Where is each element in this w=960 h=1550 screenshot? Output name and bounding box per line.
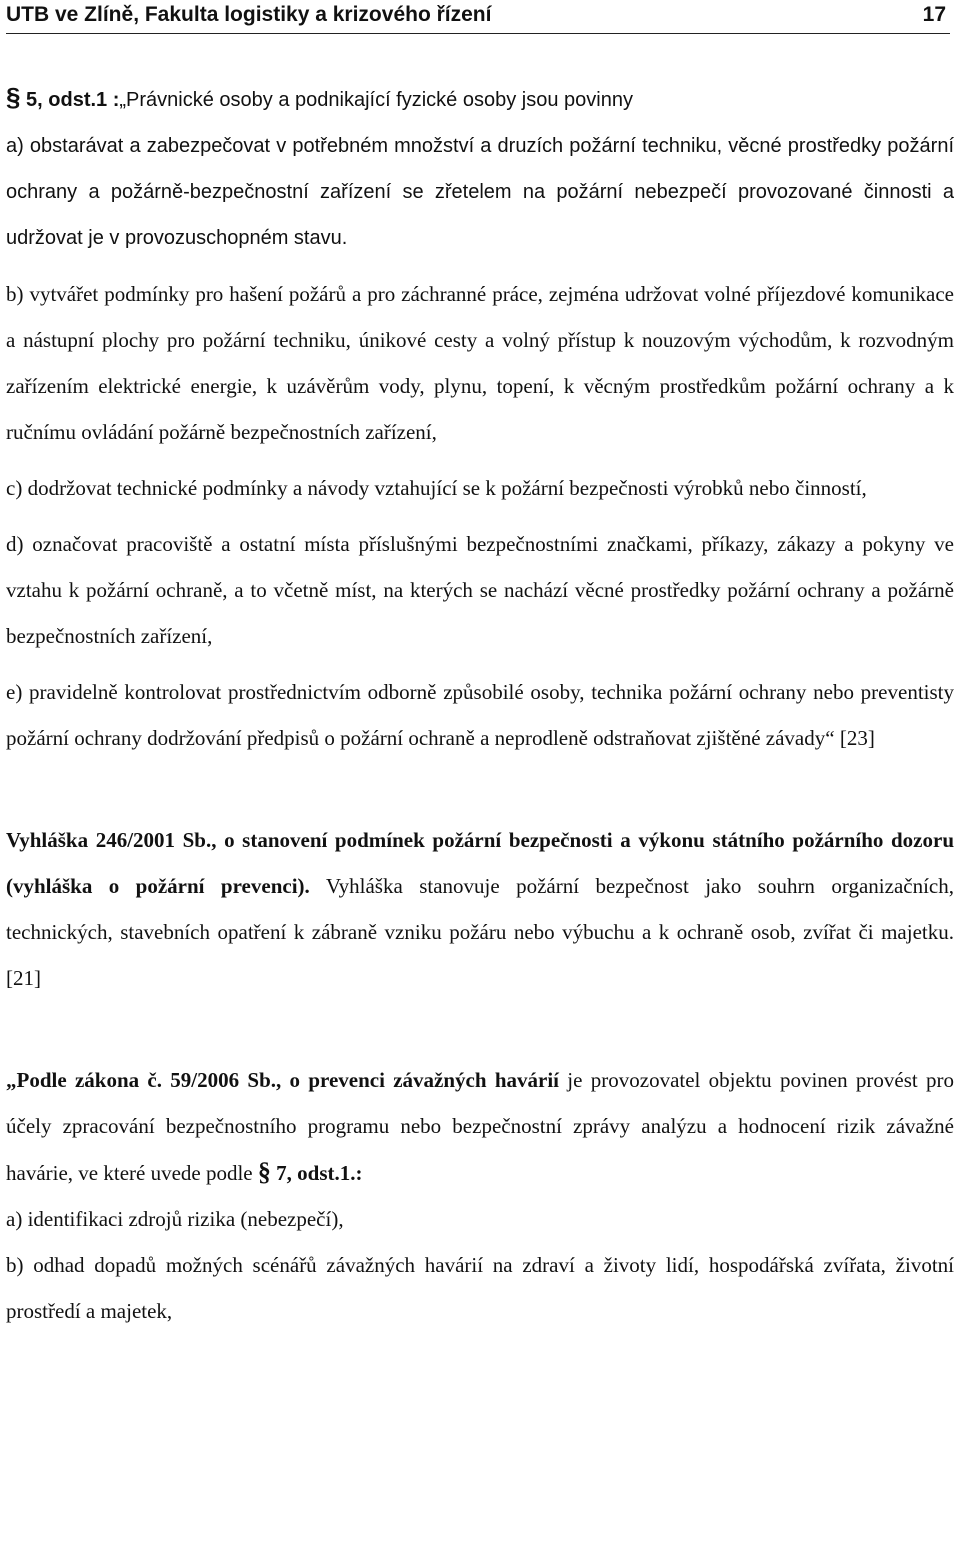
zakon-item-a: a) identifikaci zdrojů rizika (nebezpečí),	[6, 1207, 344, 1231]
vyhlaska-paragraph	[6, 817, 954, 1001]
list-item-e: e) pravidelně kontrolovat prostřednictvím odborně způsobilé osoby, technika požární ochrany nebo preventisty požární ochrany dodržování předpisů o požární ochraně a neprodleně odstraňovat zjištěné závady“ [23]	[6, 680, 954, 750]
section-sign: §	[6, 82, 21, 112]
section-reference: 5, odst.1 :	[20, 89, 120, 111]
header-title: UTB ve Zlíně, Fakulta logistiky a krizového řízení	[6, 3, 492, 26]
section-reference: 7, odst.1.:	[270, 1161, 363, 1185]
vyhlaska-title: Vyhláška 246/2001 Sb., o stanovení podmínek požární bezpečnosti a výkonu státního požárního dozoru (vyhláška o požární prevenci).	[6, 828, 954, 898]
list-item-a: a) obstarávat a zabezpečovat v potřebném množství a druzích požární techniku, věcné prostředky požární ochrany a požárně-bezpečnostní zařízení se zřetelem na požární nebezpečí provozované činnosti a udržovat je v provozuschopném stavu.	[6, 135, 954, 249]
zakon-text: je provozovatel objektu povinen provést pro účely zpracování bezpečnostního programu nebo bezpečnostní zprávy analýzu a hodnocení rizik závažné havárie, ve které uvede podle	[6, 1068, 954, 1185]
zakon-paragraph	[6, 1057, 954, 1196]
intro-lead: „Právnické osoby a podnikající fyzické osoby jsou povinny	[119, 89, 633, 111]
zakon-item-b: b) odhad dopadů možných scénářů závažných havárií na zdraví a životy lidí, hospodářská zvířata, životní prostředí a majetek,	[6, 1253, 954, 1323]
header-divider	[6, 33, 950, 34]
document-body	[6, 74, 954, 1334]
list-item-d: d) označovat pracoviště a ostatní místa příslušnými bezpečnostními značkami, příkazy, zákazy a pokyny ve vztahu k požární ochraně, a to včetně míst, na kterých se nachází věcné prostředky požární ochrany a požárně bezpečnostních zařízení,	[6, 532, 954, 648]
list-item-c: c) dodržovat technické podmínky a návody vztahující se k požární bezpečnosti výrobků nebo činností,	[6, 476, 867, 500]
zakon-title: „Podle zákona č. 59/2006 Sb., o prevenci závažných havárií	[6, 1068, 560, 1092]
vyhlaska-text: Vyhláška stanovuje požární bezpečnost jako souhrn organizačních, technických, stavebních opatření k zábraně vzniku požáru nebo výbuchu a k ochraně osob, zvířat či majetku. [21]	[6, 874, 954, 990]
page-number: 17	[922, 3, 946, 26]
list-item-b: b) vytvářet podmínky pro hašení požárů a pro záchranné práce, zejména udržovat volné příjezdové komunikace a nástupní plochy pro požární techniku, únikové cesty a volný přístup k nouzovým východům, k rozvodným zařízením elektrické energie, k uzávěrům vody, plynu, topení, k věcným prostředkům požární ochrany a k ručnímu ovládání požárně bezpečnostních zařízení,	[6, 282, 954, 444]
section-sign: §	[257, 1157, 271, 1186]
page-header	[6, 0, 950, 34]
intro-paragraph	[6, 74, 954, 123]
